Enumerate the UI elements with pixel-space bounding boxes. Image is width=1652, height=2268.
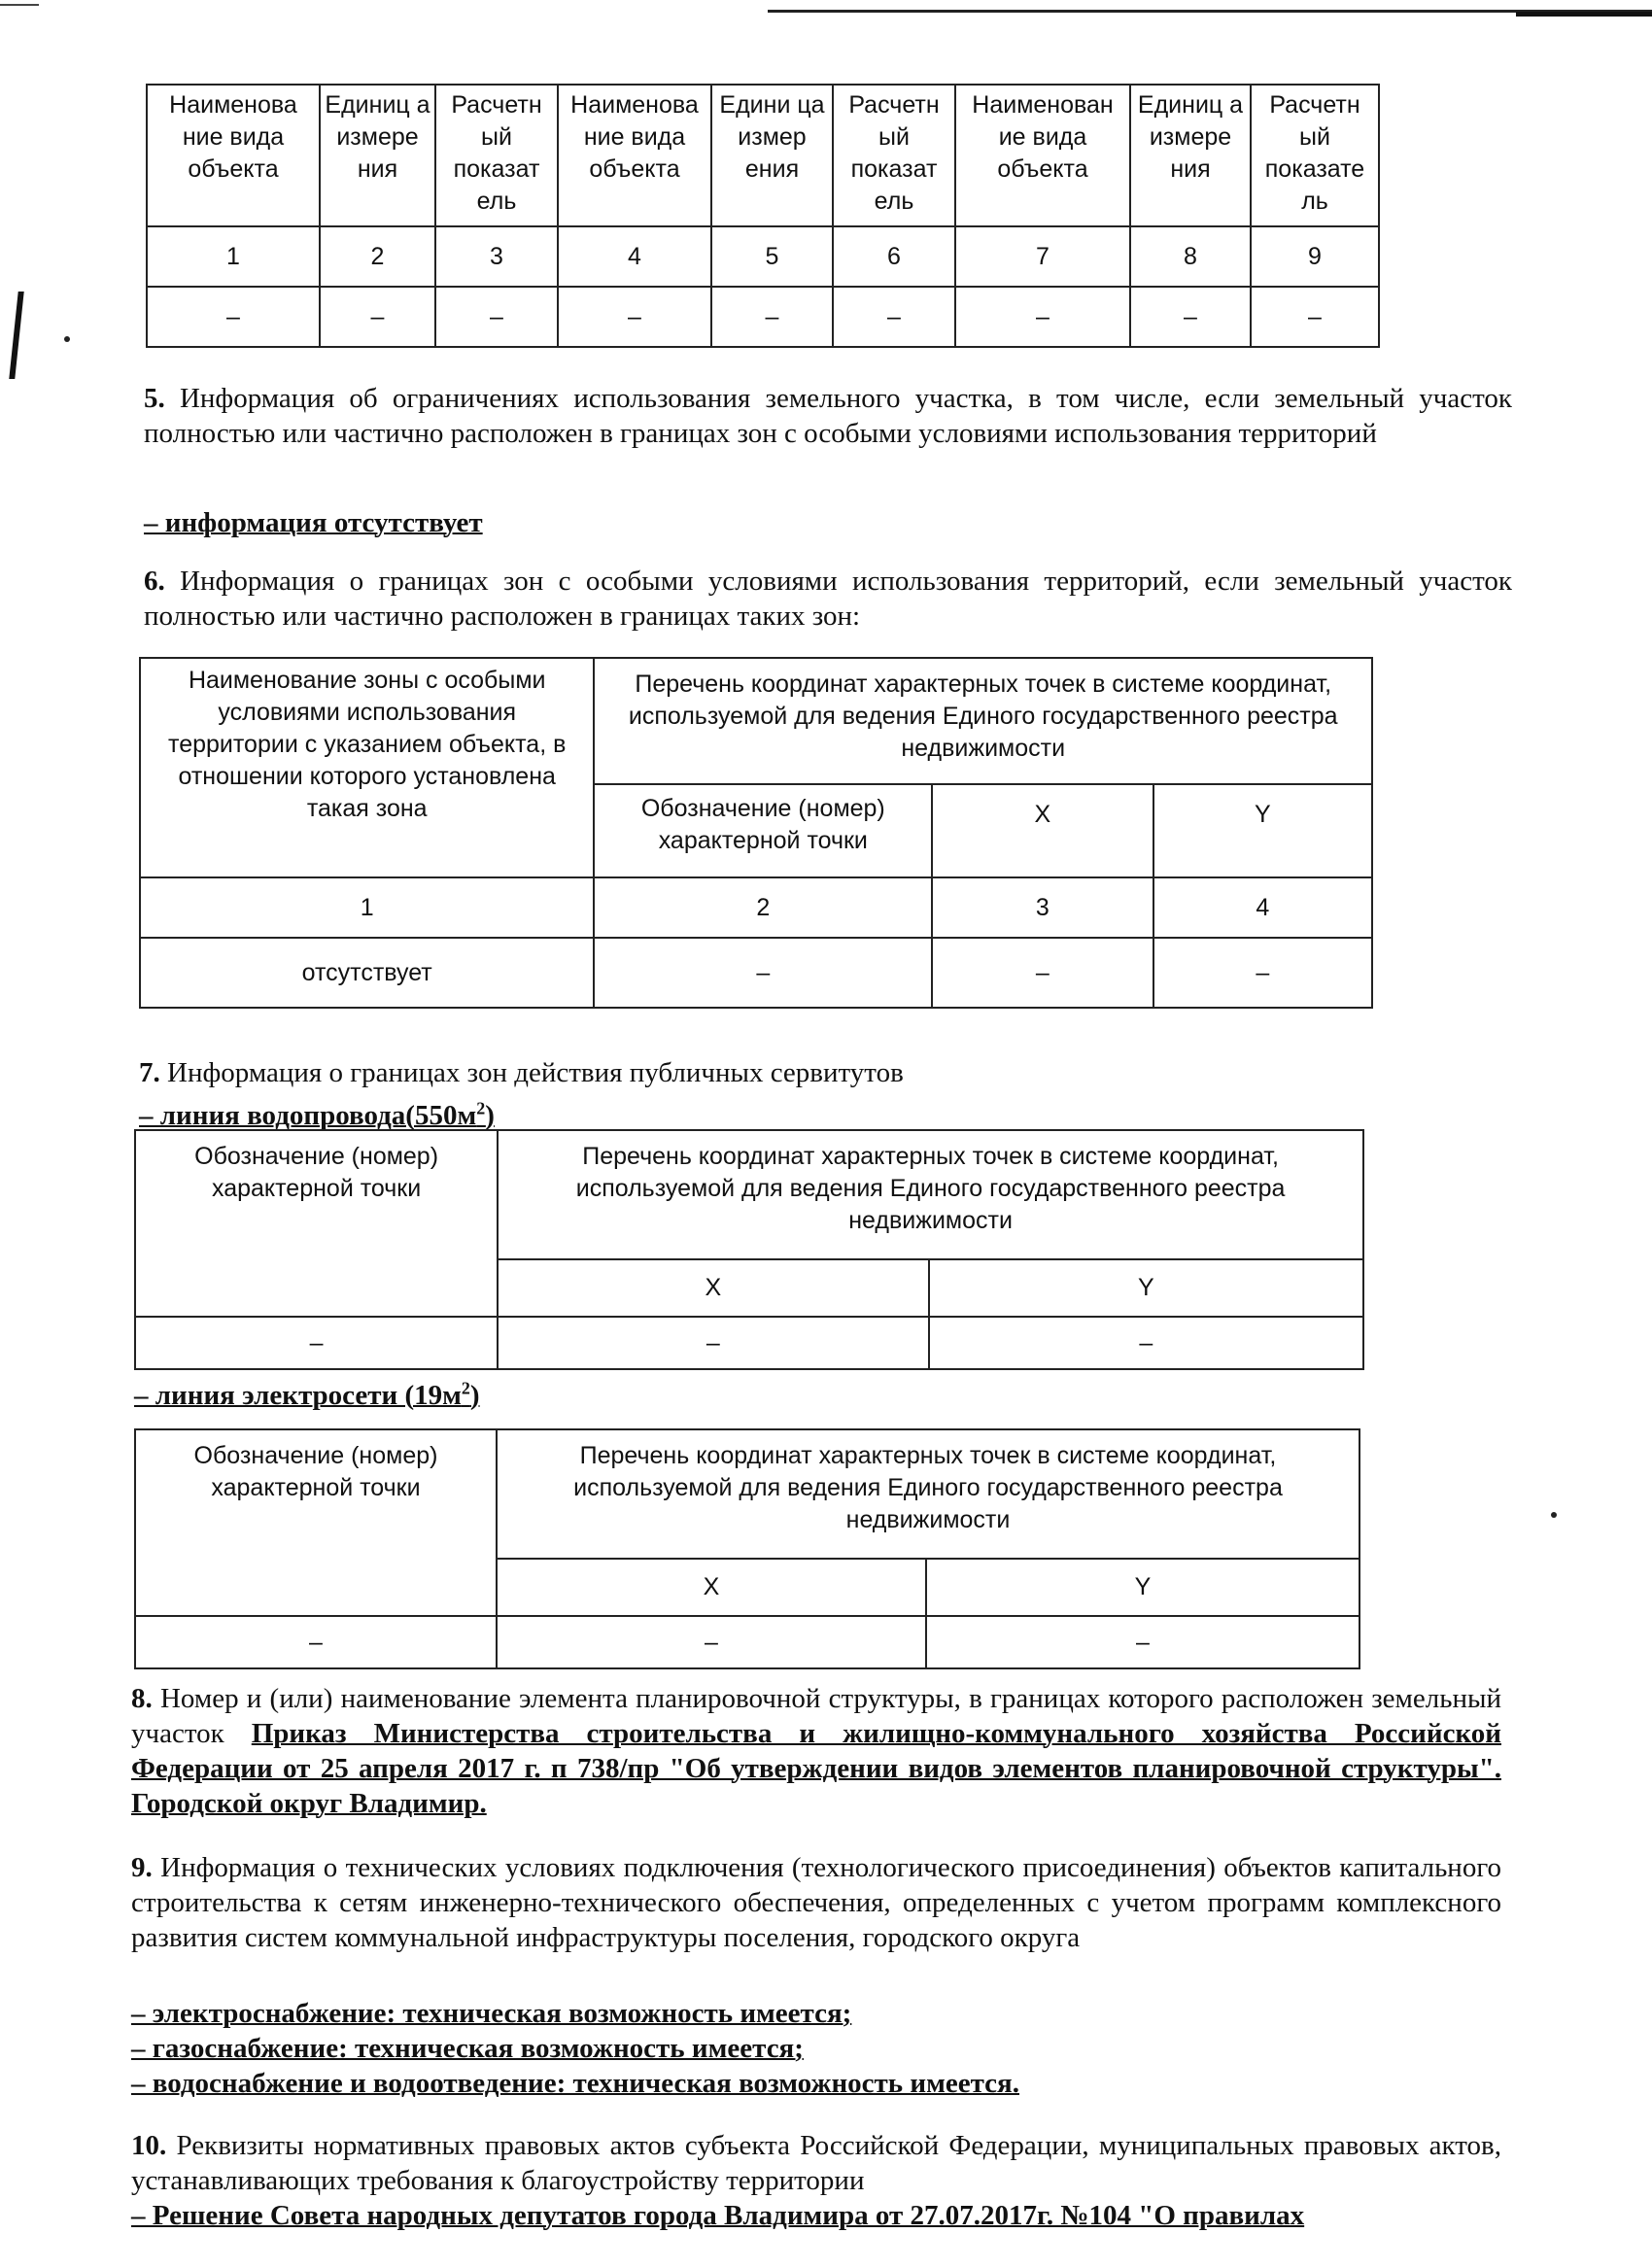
table-cell: –: [1153, 938, 1372, 1008]
table-row: [135, 1616, 1359, 1668]
table-header-row: [147, 85, 1379, 226]
header-cell: Расчетн ый показат ель: [833, 85, 955, 226]
header-cell: Наименование зоны с особыми условиями использования территории с указанием объекта, в отношении которого установлена такая зона: [140, 658, 594, 877]
header-cell: Единиц а измере ния: [1130, 85, 1251, 226]
header-cell: Обозначение (номер) характерной точки: [135, 1429, 497, 1616]
servitude-label: [139, 1100, 495, 1131]
list-item: – газоснабжение: техническая возможность имеется;: [131, 2033, 804, 2064]
section-9-items: [131, 1996, 1297, 2101]
table-row: [147, 226, 1379, 287]
table-cell: 2: [320, 226, 435, 287]
section-10: [131, 2128, 1501, 2198]
section-number: 6.: [144, 566, 165, 597]
section-text: Информация о границах зон действия публичных сервитутов: [167, 1057, 904, 1088]
table-cell: 2: [594, 877, 932, 938]
table-cell: –: [833, 287, 955, 347]
header-cell: Единиц а измере ния: [320, 85, 435, 226]
header-cell: Перечень координат характерных точек в системе координат, используемой для ведения Единого государственного реестра недвижимости: [594, 658, 1372, 784]
header-cell: Едини ца измер ения: [711, 85, 833, 226]
table-cell: 9: [1251, 226, 1379, 287]
header-cell: Наименован ие вида объекта: [955, 85, 1130, 226]
table-cell: –: [498, 1317, 928, 1369]
header-cell: Расчетн ый показат ель: [435, 85, 558, 226]
table-header-row: [140, 658, 1372, 784]
table-cell: 8: [1130, 226, 1251, 287]
servitude-water: [139, 1090, 1014, 1133]
section-10-answer: [131, 2198, 1521, 2233]
table-row: [147, 287, 1379, 347]
table-cell: 3: [932, 877, 1153, 938]
section-text: Номер и (или) наименование элемента планировочной структуры, в границах которого расположен земельный участок: [131, 1683, 1501, 1749]
section-8: [131, 1681, 1501, 1821]
section-7: [139, 1055, 1499, 1090]
table-cell: отсутствует: [140, 938, 594, 1008]
table-cell: –: [135, 1317, 498, 1369]
section-answer: – Решение Совета народных депутатов города Владимира от 27.07.2017г. №104 "О правилах: [131, 2200, 1305, 2231]
table-cell: –: [435, 287, 558, 347]
table-header-row: [135, 1130, 1363, 1259]
table-cell: –: [594, 938, 932, 1008]
objects-table: [146, 84, 1380, 348]
section-text: Информация о технических условиях подключения (технологического присоединения) объектов капитального строительства к сетям инженерно-технического обеспечения, определенных с учетом программ комплексного развития систем коммунальной инфраструктуры поселения, городского округа: [131, 1852, 1501, 1953]
table-cell: 6: [833, 226, 955, 287]
table-cell: –: [1130, 287, 1251, 347]
scan-line: [0, 4, 39, 6]
servitude-power: [134, 1370, 1009, 1413]
header-cell: Перечень координат характерных точек в системе координат, используемой для ведения Единого государственного реестра недвижимости: [498, 1130, 1363, 1259]
header-cell: Y: [926, 1559, 1359, 1616]
header-cell: Обозначение (номер) характерной точки: [594, 784, 932, 877]
table-cell: 1: [147, 226, 320, 287]
table-cell: 4: [558, 226, 711, 287]
header-cell: X: [498, 1259, 928, 1317]
superscript: 2: [461, 1378, 470, 1397]
scan-mark: [1551, 1512, 1557, 1518]
table-row: [135, 1317, 1363, 1369]
superscript: 2: [476, 1098, 486, 1117]
table-cell: –: [147, 287, 320, 347]
water-servitude-table: [134, 1129, 1364, 1370]
header-cell: Y: [929, 1259, 1363, 1317]
table-cell: –: [932, 938, 1153, 1008]
table-cell: 3: [435, 226, 558, 287]
servitude-label-text: – линия электросети (19м: [134, 1379, 462, 1411]
scan-mark: [9, 292, 23, 379]
answer-text: – информация отсутствует: [144, 507, 483, 538]
list-item: – водоснабжение и водоотведение: техническая возможность имеется.: [131, 2068, 1019, 2099]
table-cell: 4: [1153, 877, 1372, 938]
zones-table: [139, 657, 1373, 1009]
header-cell: X: [932, 784, 1153, 877]
section-number: 7.: [139, 1057, 160, 1088]
section-6: [144, 564, 1512, 634]
header-cell: X: [497, 1559, 926, 1616]
header-cell: Наименова ние вида объекта: [558, 85, 711, 226]
table-cell: –: [135, 1616, 497, 1668]
header-cell: Обозначение (номер) характерной точки: [135, 1130, 498, 1317]
section-text: Информация о границах зон с особыми условиями использования территорий, если земельный участок полностью или частично расположен в границах таких зон:: [144, 566, 1513, 632]
power-servitude-table: [134, 1428, 1360, 1669]
table-row: [140, 938, 1372, 1008]
section-text: Информация об ограничениях использования земельного участка, в том числе, если земельный участок полностью или частично расположен в границах зон с особыми условиями использования территорий: [144, 383, 1513, 449]
table-cell: –: [497, 1616, 926, 1668]
list-item: – электроснабжение: техническая возможность имеется;: [131, 1998, 852, 2029]
table-cell: 7: [955, 226, 1130, 287]
table-cell: –: [929, 1317, 1363, 1369]
section-text: Реквизиты нормативных правовых актов субъекта Российской Федерации, муниципальных правовых актов, устанавливающих требования к благоустройству территории: [131, 2130, 1501, 2196]
section-5-answer: [144, 505, 1018, 540]
table-cell: –: [711, 287, 833, 347]
header-cell: Расчетн ый показате ль: [1251, 85, 1379, 226]
table-cell: –: [926, 1616, 1359, 1668]
servitude-label-text: – линия водопровода(550м: [139, 1099, 477, 1131]
section-answer: Приказ Министерства строительства и жилищно-коммунального хозяйства Российской Федерации от 25 апреля 2017 г. п 738/пр "Об утверждении видов элементов планировочной структуры". Городской округ Владимир.: [131, 1718, 1501, 1819]
servitude-label: [134, 1380, 480, 1411]
scan-mark: [64, 336, 70, 342]
table-row: [140, 877, 1372, 938]
table-cell: –: [558, 287, 711, 347]
section-number: 10.: [131, 2130, 167, 2161]
servitude-label-close: ): [469, 1379, 480, 1411]
section-9: [131, 1850, 1501, 1955]
header-cell: Y: [1153, 784, 1372, 877]
section-number: 8.: [131, 1683, 153, 1714]
table-cell: –: [1251, 287, 1379, 347]
table-cell: 5: [711, 226, 833, 287]
table-cell: –: [955, 287, 1130, 347]
scan-line: [1516, 12, 1652, 17]
table-cell: –: [320, 287, 435, 347]
header-cell: Наименова ние вида объекта: [147, 85, 320, 226]
header-cell: Перечень координат характерных точек в системе координат, используемой для ведения Единого государственного реестра недвижимости: [497, 1429, 1359, 1559]
table-header-row: [135, 1429, 1359, 1559]
section-number: 5.: [144, 383, 165, 414]
table-cell: 1: [140, 877, 594, 938]
servitude-label-close: ): [485, 1099, 495, 1131]
section-5: [144, 381, 1512, 451]
section-number: 9.: [131, 1852, 153, 1883]
